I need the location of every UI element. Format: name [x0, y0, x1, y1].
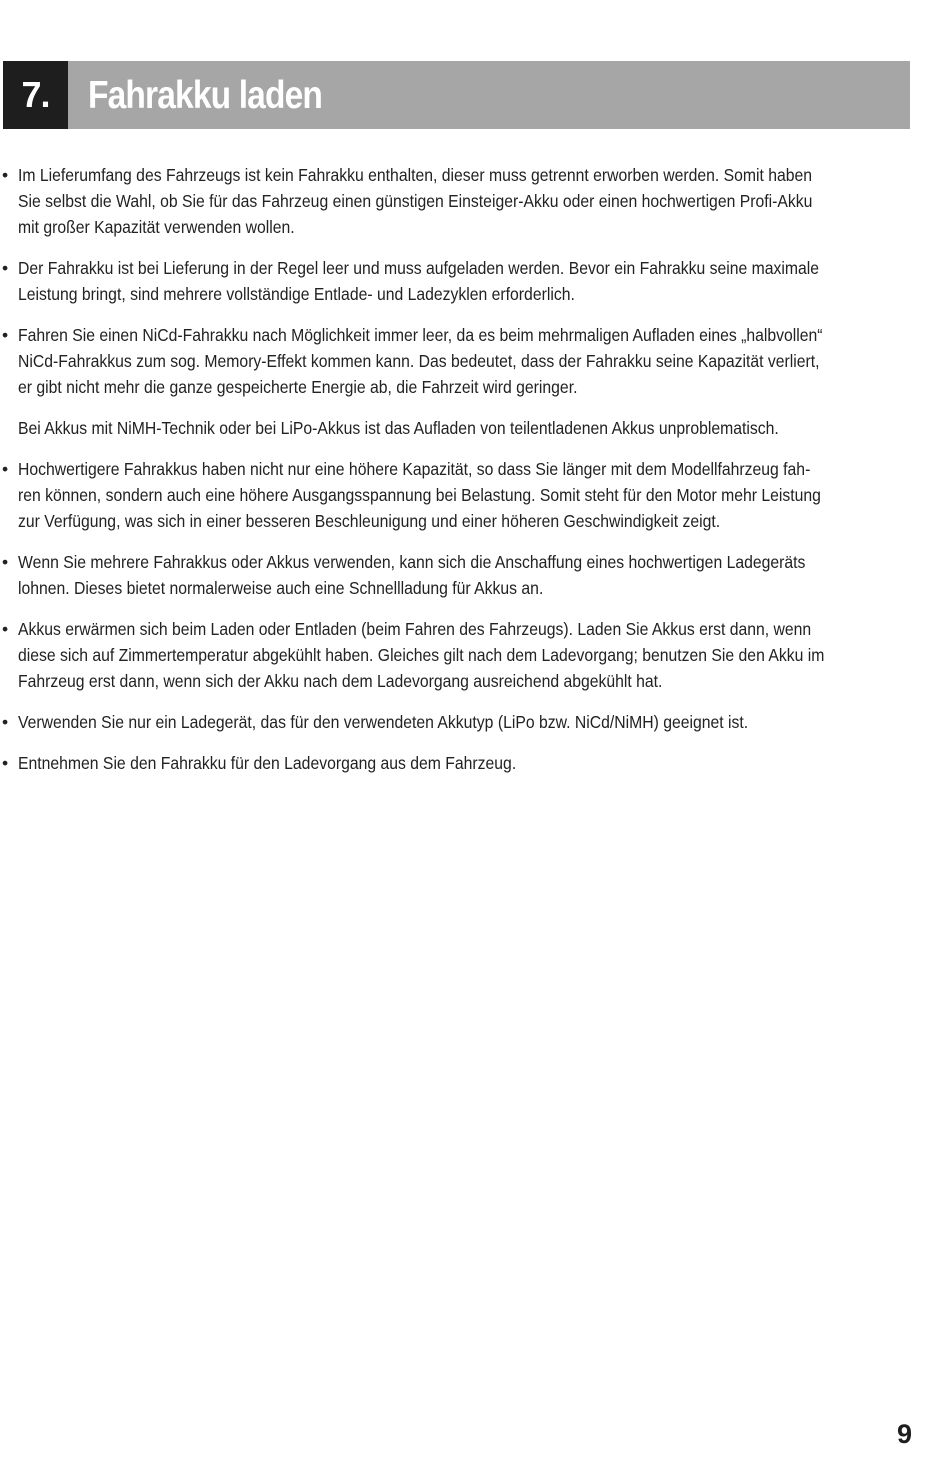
- text-line: zur Verfügung, was sich in einer besseren Beschleunigung und einer höheren Geschwindigkeit zeigt.: [18, 511, 721, 531]
- text-line: Verwenden Sie nur ein Ladegerät, das für den verwendeten Akkutyp (LiPo bzw. NiCd/NiMH) geeignet ist.: [18, 712, 749, 732]
- bullet: •: [2, 552, 9, 572]
- text-line: mit großer Kapazität verwenden wollen.: [18, 217, 295, 237]
- section-number: 7.: [3, 61, 68, 129]
- text-line: NiCd-Fahrakkus zum sog. Memory-Effekt kommen kann. Das bedeutet, dass der Fahrakku seine Kapazität verliert,: [18, 351, 820, 371]
- bullet: •: [2, 325, 9, 345]
- text-line: Fahren Sie einen NiCd-Fahrakku nach Möglichkeit immer leer, da es beim mehrmaligen Aufladen eines „halbvollen“: [18, 325, 823, 345]
- list-item: [0, 709, 910, 735]
- text-line: Entnehmen Sie den Fahrakku für den Ladevorgang aus dem Fahrzeug.: [18, 753, 517, 773]
- page-number: 9: [896, 1419, 912, 1449]
- body-text: [0, 162, 910, 791]
- text-line: Akkus erwärmen sich beim Laden oder Entladen (beim Fahren des Fahrzeugs). Laden Sie Akkus erst dann, wenn: [18, 619, 812, 639]
- list-item: [0, 162, 910, 240]
- list-item: [0, 750, 910, 776]
- section-header: [3, 61, 910, 129]
- text-line: lohnen. Dieses bietet normalerweise auch eine Schnellladung für Akkus an.: [18, 578, 544, 598]
- list-item: [0, 456, 910, 534]
- text-line: Wenn Sie mehrere Fahrakkus oder Akkus verwenden, kann sich die Anschaffung eines hochwertigen Ladegeräts: [18, 552, 806, 572]
- list-item: [0, 549, 910, 601]
- note-paragraph: [0, 415, 910, 441]
- text-line: Hochwertigere Fahrakkus haben nicht nur eine höhere Kapazität, so dass Sie länger mit dem Modellfahrzeug fah-: [18, 459, 811, 479]
- text-line: Bei Akkus mit NiMH-Technik oder bei LiPo-Akkus ist das Aufladen von teilentladenen Akkus unproblematisch.: [18, 418, 779, 438]
- text-line: diese sich auf Zimmertemperatur abgekühlt haben. Gleiches gilt nach dem Ladevorgang; benutzen Sie den Akku im: [18, 645, 825, 665]
- text-line: ren können, sondern auch eine höhere Ausgangsspannung bei Belastung. Somit steht für den Motor mehr Leistung: [18, 485, 821, 505]
- bullet: •: [2, 753, 9, 773]
- text-line: Im Lieferumfang des Fahrzeugs ist kein Fahrakku enthalten, dieser muss getrennt erworben werden. Somit haben: [18, 165, 813, 185]
- bullet: •: [2, 619, 9, 639]
- text-line: Fahrzeug erst dann, wenn sich der Akku nach dem Ladevorgang ausreichend abgekühlt hat.: [18, 671, 663, 691]
- text-line: Leistung bringt, sind mehrere vollständige Entlade- und Ladezyklen erforderlich.: [18, 284, 575, 304]
- bullet: •: [2, 165, 9, 185]
- section-title: Fahrakku laden: [88, 74, 323, 117]
- bullet: •: [2, 459, 9, 479]
- list-item: [0, 616, 910, 694]
- text-line: Der Fahrakku ist bei Lieferung in der Regel leer und muss aufgeladen werden. Bevor ein Fahrakku seine maximale: [18, 258, 820, 278]
- list-item: [0, 255, 910, 307]
- list-item: [0, 322, 910, 400]
- text-line: Sie selbst die Wahl, ob Sie für das Fahrzeug einen günstigen Einsteiger-Akku oder einen hochwertigen Profi-Akku: [18, 191, 813, 211]
- bullet: •: [2, 712, 9, 732]
- text-line: er gibt nicht mehr die ganze gespeicherte Energie ab, die Fahrzeit wird geringer.: [18, 377, 578, 397]
- bullet: •: [2, 258, 9, 278]
